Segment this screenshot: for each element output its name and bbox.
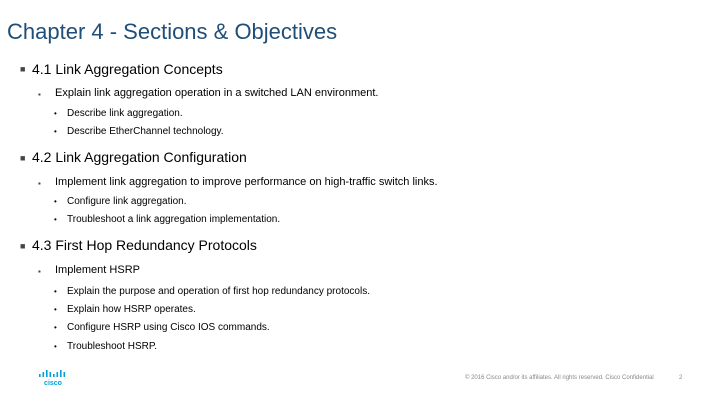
bullet-icon: •	[54, 305, 57, 314]
bullet-icon: •	[54, 127, 57, 136]
cisco-logo	[38, 370, 68, 391]
bullet-icon: •	[54, 109, 57, 118]
slide-title: Chapter 4 - Sections & Objectives	[7, 19, 338, 44]
section-objective-4-2: Implement link aggregation to improve performance on high-traffic switch links.	[55, 176, 438, 188]
bullet-icon: ■	[20, 64, 26, 74]
bullet-icon: ▪	[38, 90, 41, 99]
bullet-icon: •	[54, 342, 57, 351]
list-item: Explain the purpose and operation of first hop redundancy protocols.	[67, 286, 370, 297]
list-item: Troubleshoot HSRP.	[67, 341, 158, 352]
bullet-icon: •	[54, 197, 57, 206]
list-item: Configure link aggregation.	[67, 196, 187, 207]
list-item: Describe link aggregation.	[67, 108, 183, 119]
page-number: 2	[679, 375, 683, 381]
list-item: Configure HSRP using Cisco IOS commands.	[67, 322, 270, 333]
bullet-icon: ▪	[38, 267, 41, 276]
section-heading-4-1: 4.1 Link Aggregation Concepts	[32, 61, 223, 77]
section-heading-4-2: 4.2 Link Aggregation Configuration	[32, 149, 247, 165]
footer-copyright: © 2016 Cisco and/or its affiliates. All rights reserved. Cisco Confidential	[465, 375, 654, 381]
list-item: Explain how HSRP operates.	[67, 304, 196, 315]
bullet-icon: ▪	[38, 179, 41, 188]
section-objective-4-1: Explain link aggregation operation in a switched LAN environment.	[55, 87, 379, 99]
bullet-icon: •	[54, 215, 57, 224]
list-item: Troubleshoot a link aggregation implementation.	[67, 214, 281, 225]
cisco-logo-icon	[38, 370, 68, 386]
section-heading-4-3: 4.3 First Hop Redundancy Protocols	[32, 237, 257, 253]
svg-text:cisco: cisco	[44, 380, 62, 386]
bullet-icon: ■	[20, 241, 26, 251]
list-item: Describe EtherChannel technology.	[67, 126, 224, 137]
section-objective-4-3: Implement HSRP	[55, 264, 140, 276]
bullet-icon: •	[54, 323, 57, 332]
bullet-icon: ■	[20, 153, 26, 163]
bullet-icon: •	[54, 287, 57, 296]
